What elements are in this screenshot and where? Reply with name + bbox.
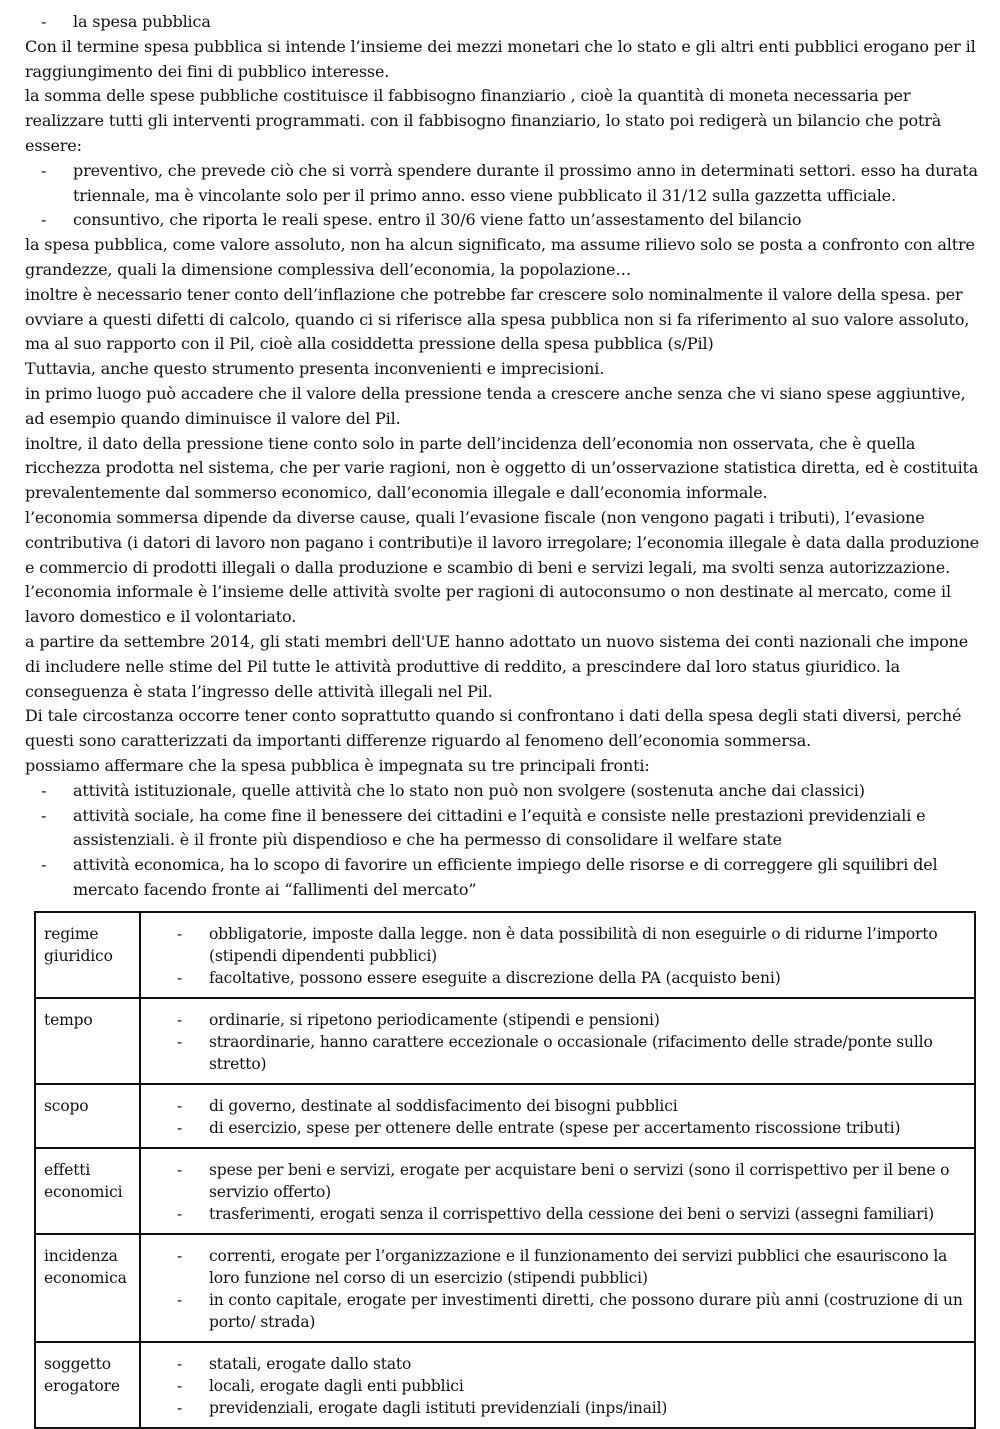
items-cell bbox=[140, 912, 975, 998]
classification-table bbox=[34, 911, 976, 1429]
list-item: - obbligatorie, imposte dalla legge. non è data possibilità di non eseguirle o di ridurne l’importo (stipendi dipendenti pubblici) bbox=[149, 923, 966, 967]
list-item: - straordinarie, hanno carattere eccezionale o occasionale (rifacimento delle strade/ponte sullo stretto) bbox=[149, 1031, 966, 1075]
paragraph: la somma delle spese pubbliche costituisce il fabbisogno finanziario , cioè la quantità di moneta necessaria per realizzare tutti gli interventi programmati. con il fabbisogno finanziario, lo stato poi redigerà un bilancio che potrà essere: bbox=[25, 86, 942, 155]
list-item: - previdenziali, erogate dagli istituti previdenziali (inps/inail) bbox=[149, 1397, 966, 1419]
paragraph: la spesa pubblica, come valore assoluto, non ha alcun significato, ma assume rilievo solo se posta a confronto con altre grandezze, quali la dimensione complessiva dell’economia, la popolazione… bbox=[25, 235, 975, 279]
fronti-list bbox=[25, 779, 980, 903]
paragraph: Con il termine spesa pubblica si intende l’insieme dei mezzi monetari che lo stato e gli altri enti pubblici erogano per il raggiungimento dei fini di pubblico interesse. bbox=[25, 36, 976, 81]
items-cell bbox=[140, 1234, 975, 1342]
category-cell: incidenza economica bbox=[35, 1234, 140, 1342]
table-row bbox=[35, 1234, 975, 1342]
items-cell bbox=[140, 998, 975, 1084]
document-page bbox=[25, 10, 980, 1429]
category-cell: scopo bbox=[35, 1084, 140, 1148]
list-item: - la spesa pubblica bbox=[25, 10, 980, 35]
list-item: - locali, erogate dagli enti pubblici bbox=[149, 1375, 966, 1397]
bilancio-list bbox=[25, 159, 980, 233]
list-item: - spese per beni e servizi, erogate per acquistare beni o servizi (sono il corrispettivo per il bene o servizio offerto) bbox=[149, 1159, 966, 1203]
paragraph: in primo luogo può accadere che il valore della pressione tenda a crescere anche senza che vi siano spese aggiuntive, ad esempio quando diminuisce il valore del Pil. bbox=[25, 383, 966, 428]
table-row bbox=[35, 912, 975, 998]
list-item: - preventivo, che prevede ciò che si vorrà spendere durante il prossimo anno in determinati settori. esso ha durata triennale, ma è vincolante solo per il primo anno. esso viene pubblicato il 31/12 sulla gazzetta ufficiale. bbox=[25, 159, 980, 209]
paragraph: inoltre è necessario tener conto dell’inflazione che potrebbe far crescere solo nominalmente il valore della spesa. per ovviare a questi difetti di calcolo, quando ci si riferisce alla spesa pubblica non si fa riferimento al suo valore assoluto, ma al suo rapporto con il Pil, cioè alla cosiddetta pressione della spesa pubblica (s/Pil) bbox=[25, 284, 970, 354]
list-item: - consuntivo, che riporta le reali spese. entro il 30/6 viene fatto un’assestamento del bilancio bbox=[25, 208, 980, 233]
list-item: - ordinarie, si ripetono periodicamente (stipendi e pensioni) bbox=[149, 1009, 966, 1031]
table-row bbox=[35, 998, 975, 1084]
list-item: - di esercizio, spese per ottenere delle entrate (spese per accertamento riscossione tributi) bbox=[149, 1117, 966, 1139]
paragraph: Tuttavia, anche questo strumento presenta inconvenienti e imprecisioni. bbox=[25, 359, 605, 379]
list-item: - di governo, destinate al soddisfacimento dei bisogni pubblici bbox=[149, 1095, 966, 1117]
table-row bbox=[35, 1084, 975, 1148]
paragraph: l’economia informale è l’insieme delle attività svolte per ragioni di autoconsumo o non destinate al mercato, come il lavoro domestico e il volontariato. bbox=[25, 582, 951, 627]
paragraph: inoltre, il dato della pressione tiene conto solo in parte dell’incidenza dell’economia non osservata, che è quella ricchezza prodotta nel sistema, che per varie ragioni, non è oggetto di un’osservazione statistica diretta, ed è costituita prevalentemente dal sommerso economico, dall’economia illegale e dall’economia informale. bbox=[25, 433, 979, 503]
category-cell: regime giuridico bbox=[35, 912, 140, 998]
category-cell: tempo bbox=[35, 998, 140, 1084]
list-item: - statali, erogate dallo stato bbox=[149, 1353, 966, 1375]
paragraph: Di tale circostanza occorre tener conto soprattutto quando si confrontano i dati della spesa degli stati diversi, perché questi sono caratterizzati da importanti differenze riguardo al fenomeno dell’economia sommersa. bbox=[25, 706, 962, 751]
list-item: - trasferimenti, erogati senza il corrispettivo della cessione dei beni o servizi (assegni familiari) bbox=[149, 1203, 966, 1225]
category-cell: effetti economici bbox=[35, 1148, 140, 1234]
paragraph: a partire da settembre 2014, gli stati membri dell'UE hanno adottato un nuovo sistema dei conti nazionali che impone di includere nelle stime del Pil tutte le attività produttive di reddito, a prescindere dal loro status giuridico. la conseguenza è stata l’ingresso delle attività illegali nel Pil. bbox=[25, 631, 969, 701]
paragraph: l’economia sommersa dipende da diverse cause, quali l’evasione fiscale (non vengono pagati i tributi), l’evasione contributiva (i datori di lavoro non pagano i contributi)e il lavoro irregolare; l’economia illegale è data dalla produzione e commercio di prodotti illegali o dalla produzione e scambio di beni e servizi legali, ma svolti senza autorizzazione. bbox=[25, 507, 980, 577]
items-cell bbox=[140, 1342, 975, 1428]
list-item: - facoltative, possono essere eseguite a discrezione della PA (acquisto beni) bbox=[149, 967, 966, 989]
table-row bbox=[35, 1342, 975, 1428]
category-cell: soggetto erogatore bbox=[35, 1342, 140, 1428]
list-item: - in conto capitale, erogate per investimenti diretti, che possono durare più anni (costruzione di un porto/ strada) bbox=[149, 1289, 966, 1333]
list-item: - attività sociale, ha come fine il benessere dei cittadini e l’equità e consiste nelle prestazioni previdenziali e assistenziali. è il fronte più dispendioso e che ha permesso di consolidare il welfare state bbox=[25, 804, 980, 854]
list-item: - correnti, erogate per l’organizzazione e il funzionamento dei servizi pubblici che esauriscono la loro funzione nel corso di un esercizio (stipendi pubblici) bbox=[149, 1245, 966, 1289]
items-cell bbox=[140, 1148, 975, 1234]
table-row bbox=[35, 1148, 975, 1234]
list-item: - attività istituzionale, quelle attività che lo stato non può non svolgere (sostenuta anche dai classici) bbox=[25, 779, 980, 804]
list-item: - attività economica, ha lo scopo di favorire un efficiente impiego delle risorse e di correggere gli squilibri del mercato facendo fronte ai “fallimenti del mercato” bbox=[25, 853, 980, 903]
paragraph: possiamo affermare che la spesa pubblica è impegnata su tre principali fronti: bbox=[25, 755, 650, 775]
items-cell bbox=[140, 1084, 975, 1148]
intro-list bbox=[25, 10, 980, 35]
